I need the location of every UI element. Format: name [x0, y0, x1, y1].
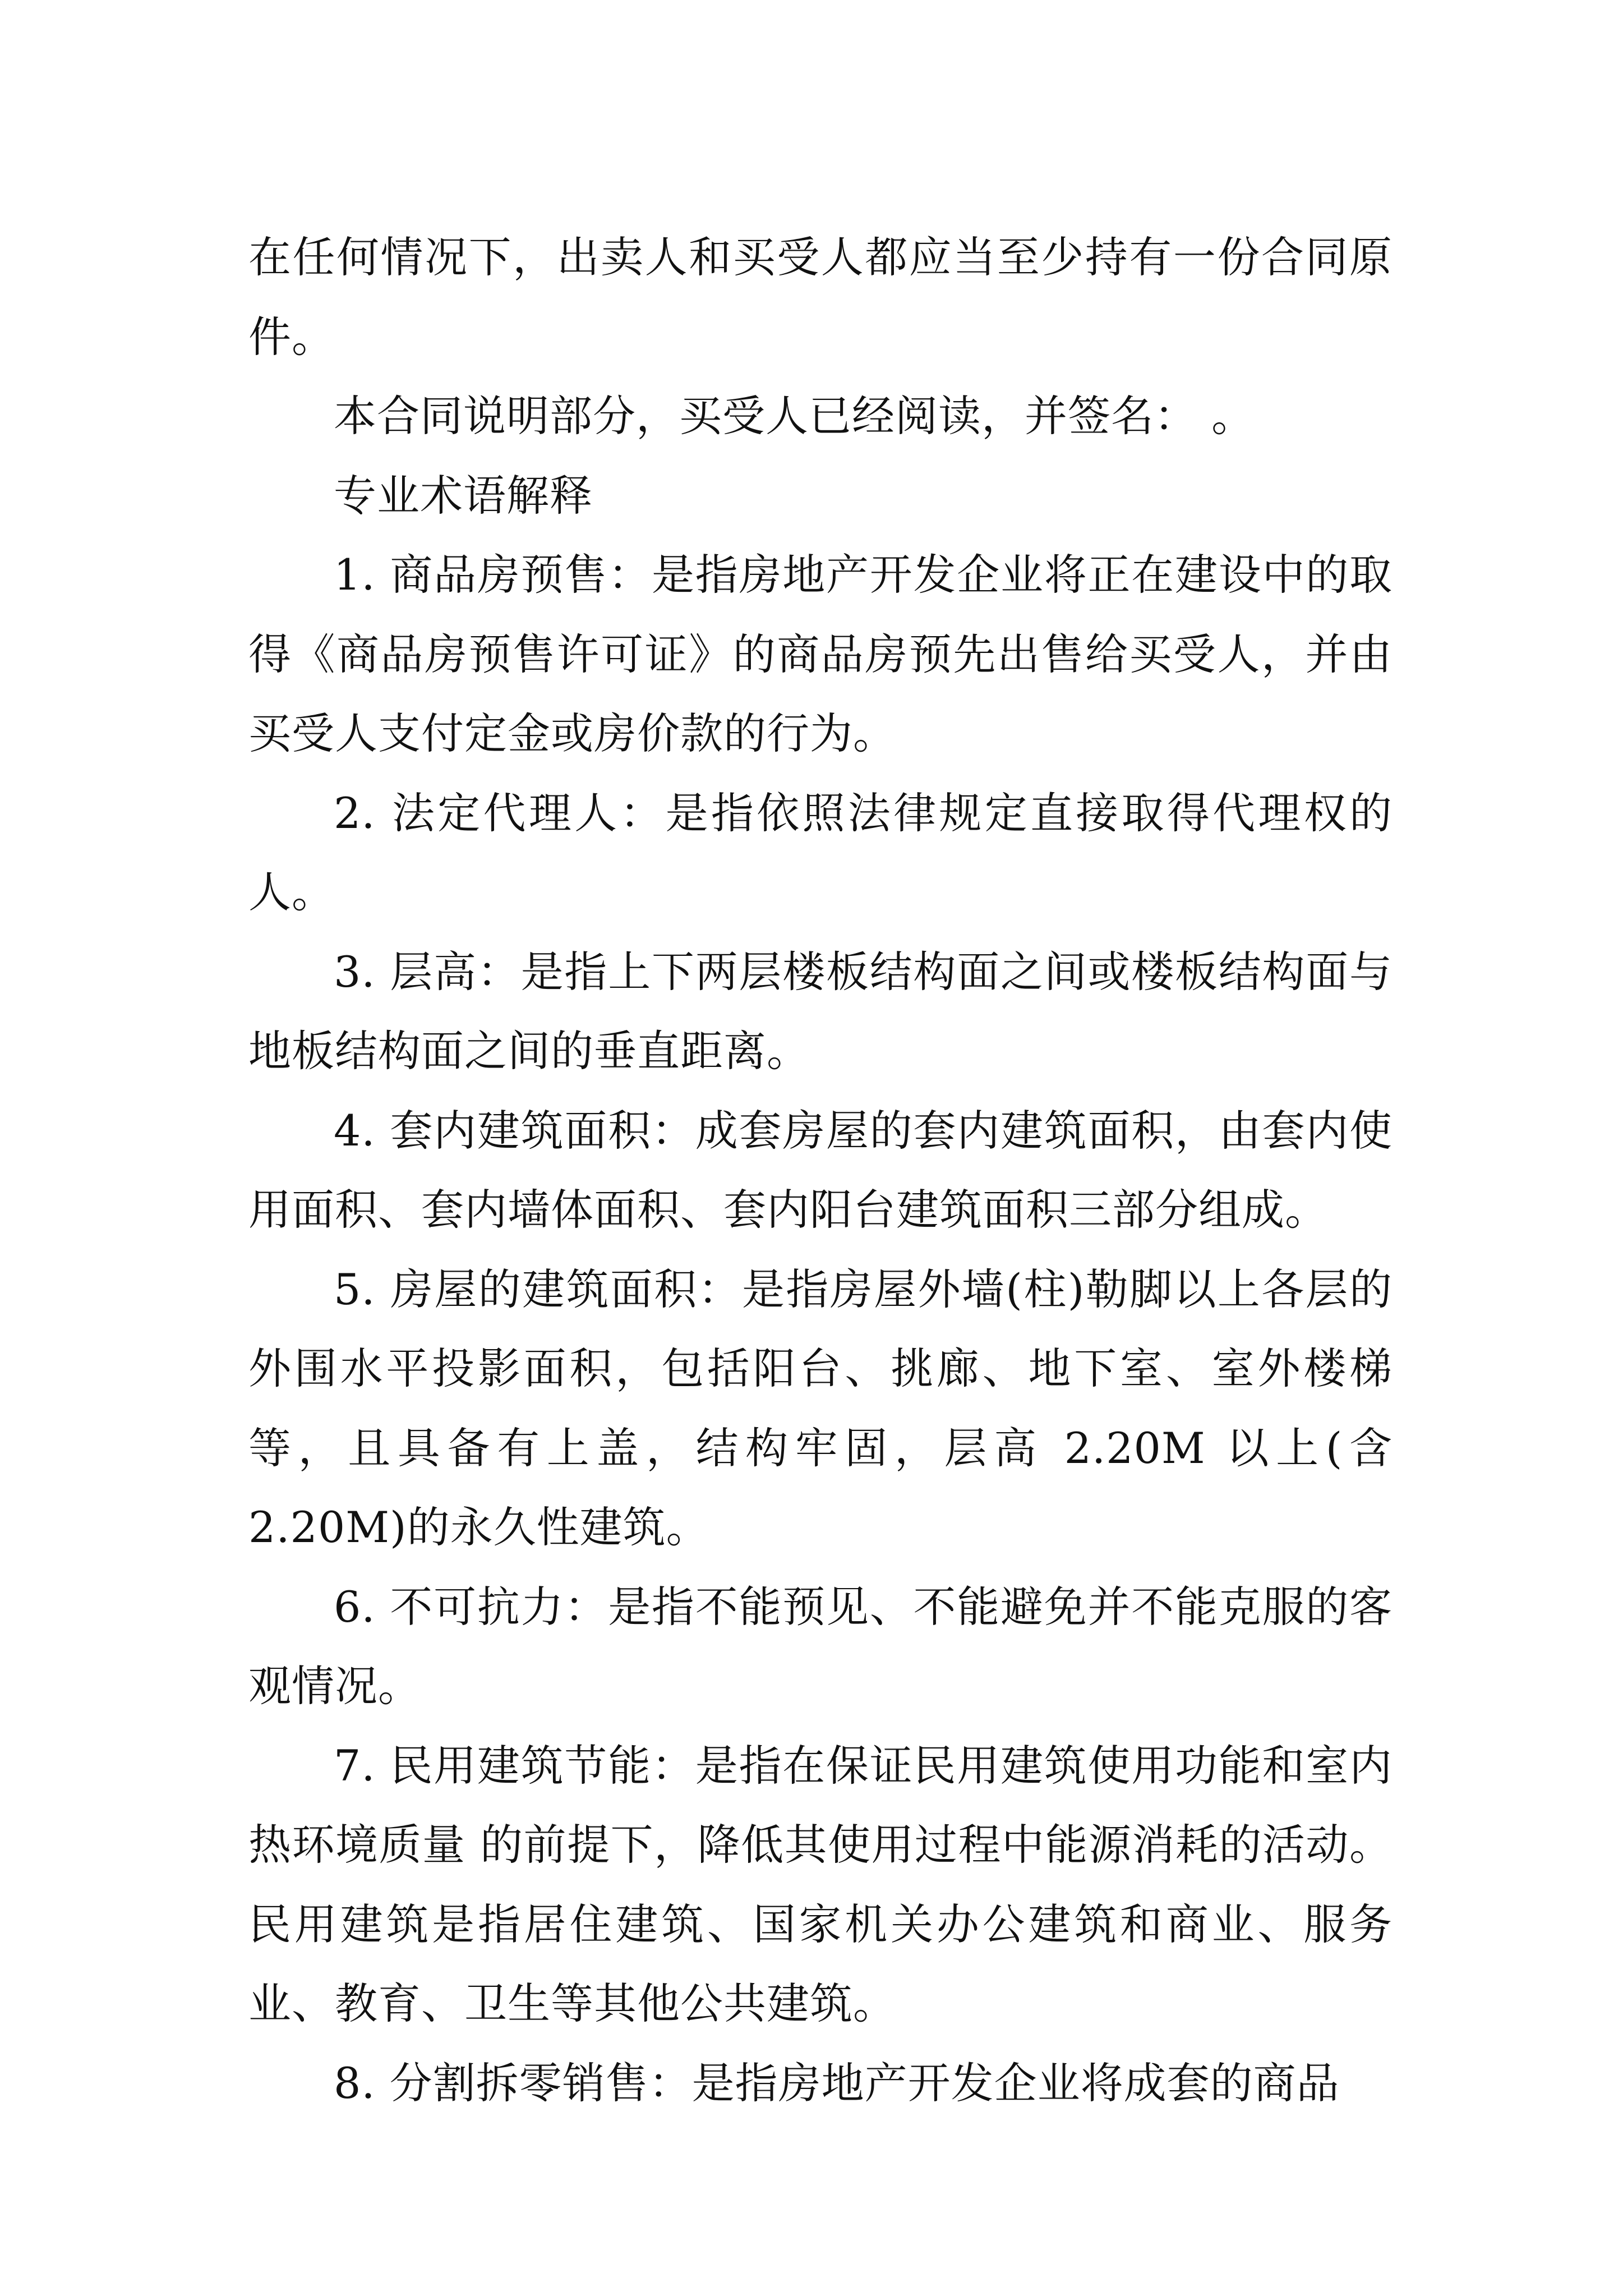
term-legal-agent: 2. 法定代理人：是指依照法律规定直接取得代理权的人。 [248, 788, 1393, 917]
term-split-sale: 8. 分割拆零销售：是指房地产开发企业将成套的商品 [334, 2058, 1340, 2108]
document-page [248, 218, 1393, 2123]
term-presale: 1. 商品房预售：是指房地产开发企业将正在建设中的取得《商品房预售许可证》的商品房预先出售给买受人，并由买受人支付定金或房价款的行为。 [248, 550, 1393, 758]
section-heading-terms: 专业术语解释 [334, 470, 593, 521]
term-energy-saving: 7. 民用建筑节能：是指在保证民用建筑使用功能和室内热环境质量 的前提下，降低其使用过程中能源消耗的活动。民用建筑是指居住建筑、国家机关办公建筑和商业、服务业、教育、卫生等其他公共建筑。 [248, 1740, 1393, 2028]
paragraph-signature-statement: 本合同说明部分，买受人已经阅读，并签名： 。 [334, 391, 1255, 441]
term-force-majeure: 6. 不可抗力：是指不能预见、不能避免并不能克服的客观情况。 [248, 1581, 1393, 1711]
term-floor-height: 3. 层高：是指上下两层楼板结构面之间或楼板结构面与地板结构面之间的垂直距离。 [248, 946, 1393, 1076]
term-building-floor-area: 5. 房屋的建筑面积：是指房屋外墙(柱)勒脚以上各层的外围水平投影面积，包括阳台、挑廊、地下室、室外楼梯等，且具备有上盖，结构牢固，层高 2.20M 以上(含 2.20M)的永久性建筑。 [248, 1264, 1393, 1552]
term-unit-floor-area: 4. 套内建筑面积：成套房屋的套内建筑面积，由套内使用面积、套内墙体面积、套内阳台建筑面积三部分组成。 [248, 1105, 1393, 1235]
paragraph-original-copies: 在任何情况下，出卖人和买受人都应当至少持有一份合同原件。 [248, 232, 1393, 362]
